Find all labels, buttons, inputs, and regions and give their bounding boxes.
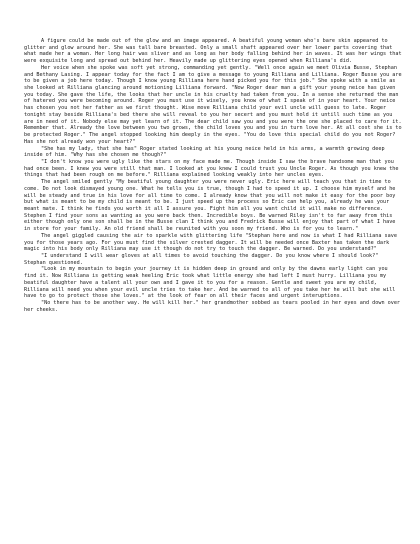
paragraph-6: The angel giggled causing the air to sparkle with glittering life "Stephan here and now is what I had Rilliana save you for those years ago. For you must find the silver crested dagger. It will be needed once Baxter has taken the dark magic into his body only Rilliana may use it though do not try to touch the dagger. Be warned. Do you understand?" bbox=[24, 232, 397, 253]
paragraph-2: Her voice when she spoke was soft yet strong, commanding yet gently. "Well once again we meet Olivia Busse, Stephan and Bethany Lasing. I appear today for the fact I am to give a message to young Rilliana and Lilliana. Roger Busse you are to be given a job here today. Though I know young Rilliana here hand picked you for this job." She spoke with a smile as she looked at Rilliana glancing around motioning Lilliana forward. "Now Roger dear man a gift your young neice has given you today. She gave the life, the looks that her uncle in his cruelty had taken from you. In a sense she returned the man of hatered you were becoming around. Roger you must use it wisely, you know of what I speak of in your heart. Your neice has chosen you not her father as we first thought. Wise move Rilliana child your evil uncle will guess to late. Roger tonight stay beside Rilliana's bed there she will reveal to you her secert and you must hold it untill such time as you are in need of it. Nobody else may yet learn of it. The dear child saw you and you were the one she placed to care for it. Remember that. Already the love between you two grows, the child loves you and you in turn love her. At all cost she is to be protected Roger." The angel stopped looking him deeply in the eyes. "You do love this special child do you not Roger? Has she not already won your heart?" bbox=[24, 64, 402, 145]
paragraph-8: "Look in my mountain to begin your journey it is hidden deep in ground and only by the dawns early light can you find it. Now Rilliana is getting weak heeling Eric took what little energy she had left I must hurry. Lilliana you my beatiful daughter have a talent all your own and I gave it to you for a reason. Gentle and sweet you are my child, Rilliana will need you when your evil uncle tries to take her. And be warned to all of you take her he will but she will have to go to protect those she loves." at the look of fear on all their faces and urgent interuptions. bbox=[24, 266, 396, 300]
paragraph-5: The angel smiled gently "My beatiful young daughter you were never ugly. Eric here will teach you that in time to come. Do not look dismayed young one. What he tells you is true, though I had to speed it up. I choose him myself and he will be steady and true in his love for all time to come. I already know that you will not make it easy for the poor boy but what is meant to be my child is meant to be. I just speed up the process so Eric can help you, already he was your meant mate. I think he finds you worth it all I assure you. Fight him all you want child it will make no difference. Stephen I find your sons as wanting as you were back then. Incredible boys. Be warned Riley isn't to far away from this either though only one son shall be in the Busse clan I think you and Fredrick Busse will enjoy that part of what I have in store for your family. An old friend shall be reunited with you soon my friend. Who is for you to learn." bbox=[24, 179, 396, 233]
paragraph-1: A figure could be made out of the glow and an image appeared. A beatiful young woman who's bare skin appeared to glitter and glow around her. She was tall bare breasted. Only a small shaft appeared over her lower parts covering that what made her a woman. Her long hair was sliver and as long as her body falling behind her in waves. It was her wings that were exquisite long and spread out behind her. Heavily made up glittering eyes opened when Rilliana's did. bbox=[24, 38, 402, 65]
paragraph-9: "No there has to be another way. He will kill her." her grandmother sobbed as tears pooled in her eyes and down over her cheeks. bbox=[24, 300, 401, 313]
story-page bbox=[24, 38, 402, 313]
paragraph-7: "I understand I will wear gloves at all times to avoid touching the dagger. Do you know where I should look?" Stephan questioned. bbox=[24, 253, 379, 266]
paragraph-4: "I don't know you were ugly like the stars on my face made me. Though inside I saw the brave handsome man that you had once been. I knew you were still that man. I looked at you knew I could trust you Uncle Roger. As though you knew the things that had been rough on me before." Rilliana explained looking weakly into her uncles eyes. bbox=[24, 158, 399, 179]
paragraph-3: "She has my lady, that she has" Roger stated looking at his young neice held in his arms, a warmth growing deep inside of him. "Why has she chosen me though?" bbox=[24, 145, 385, 159]
